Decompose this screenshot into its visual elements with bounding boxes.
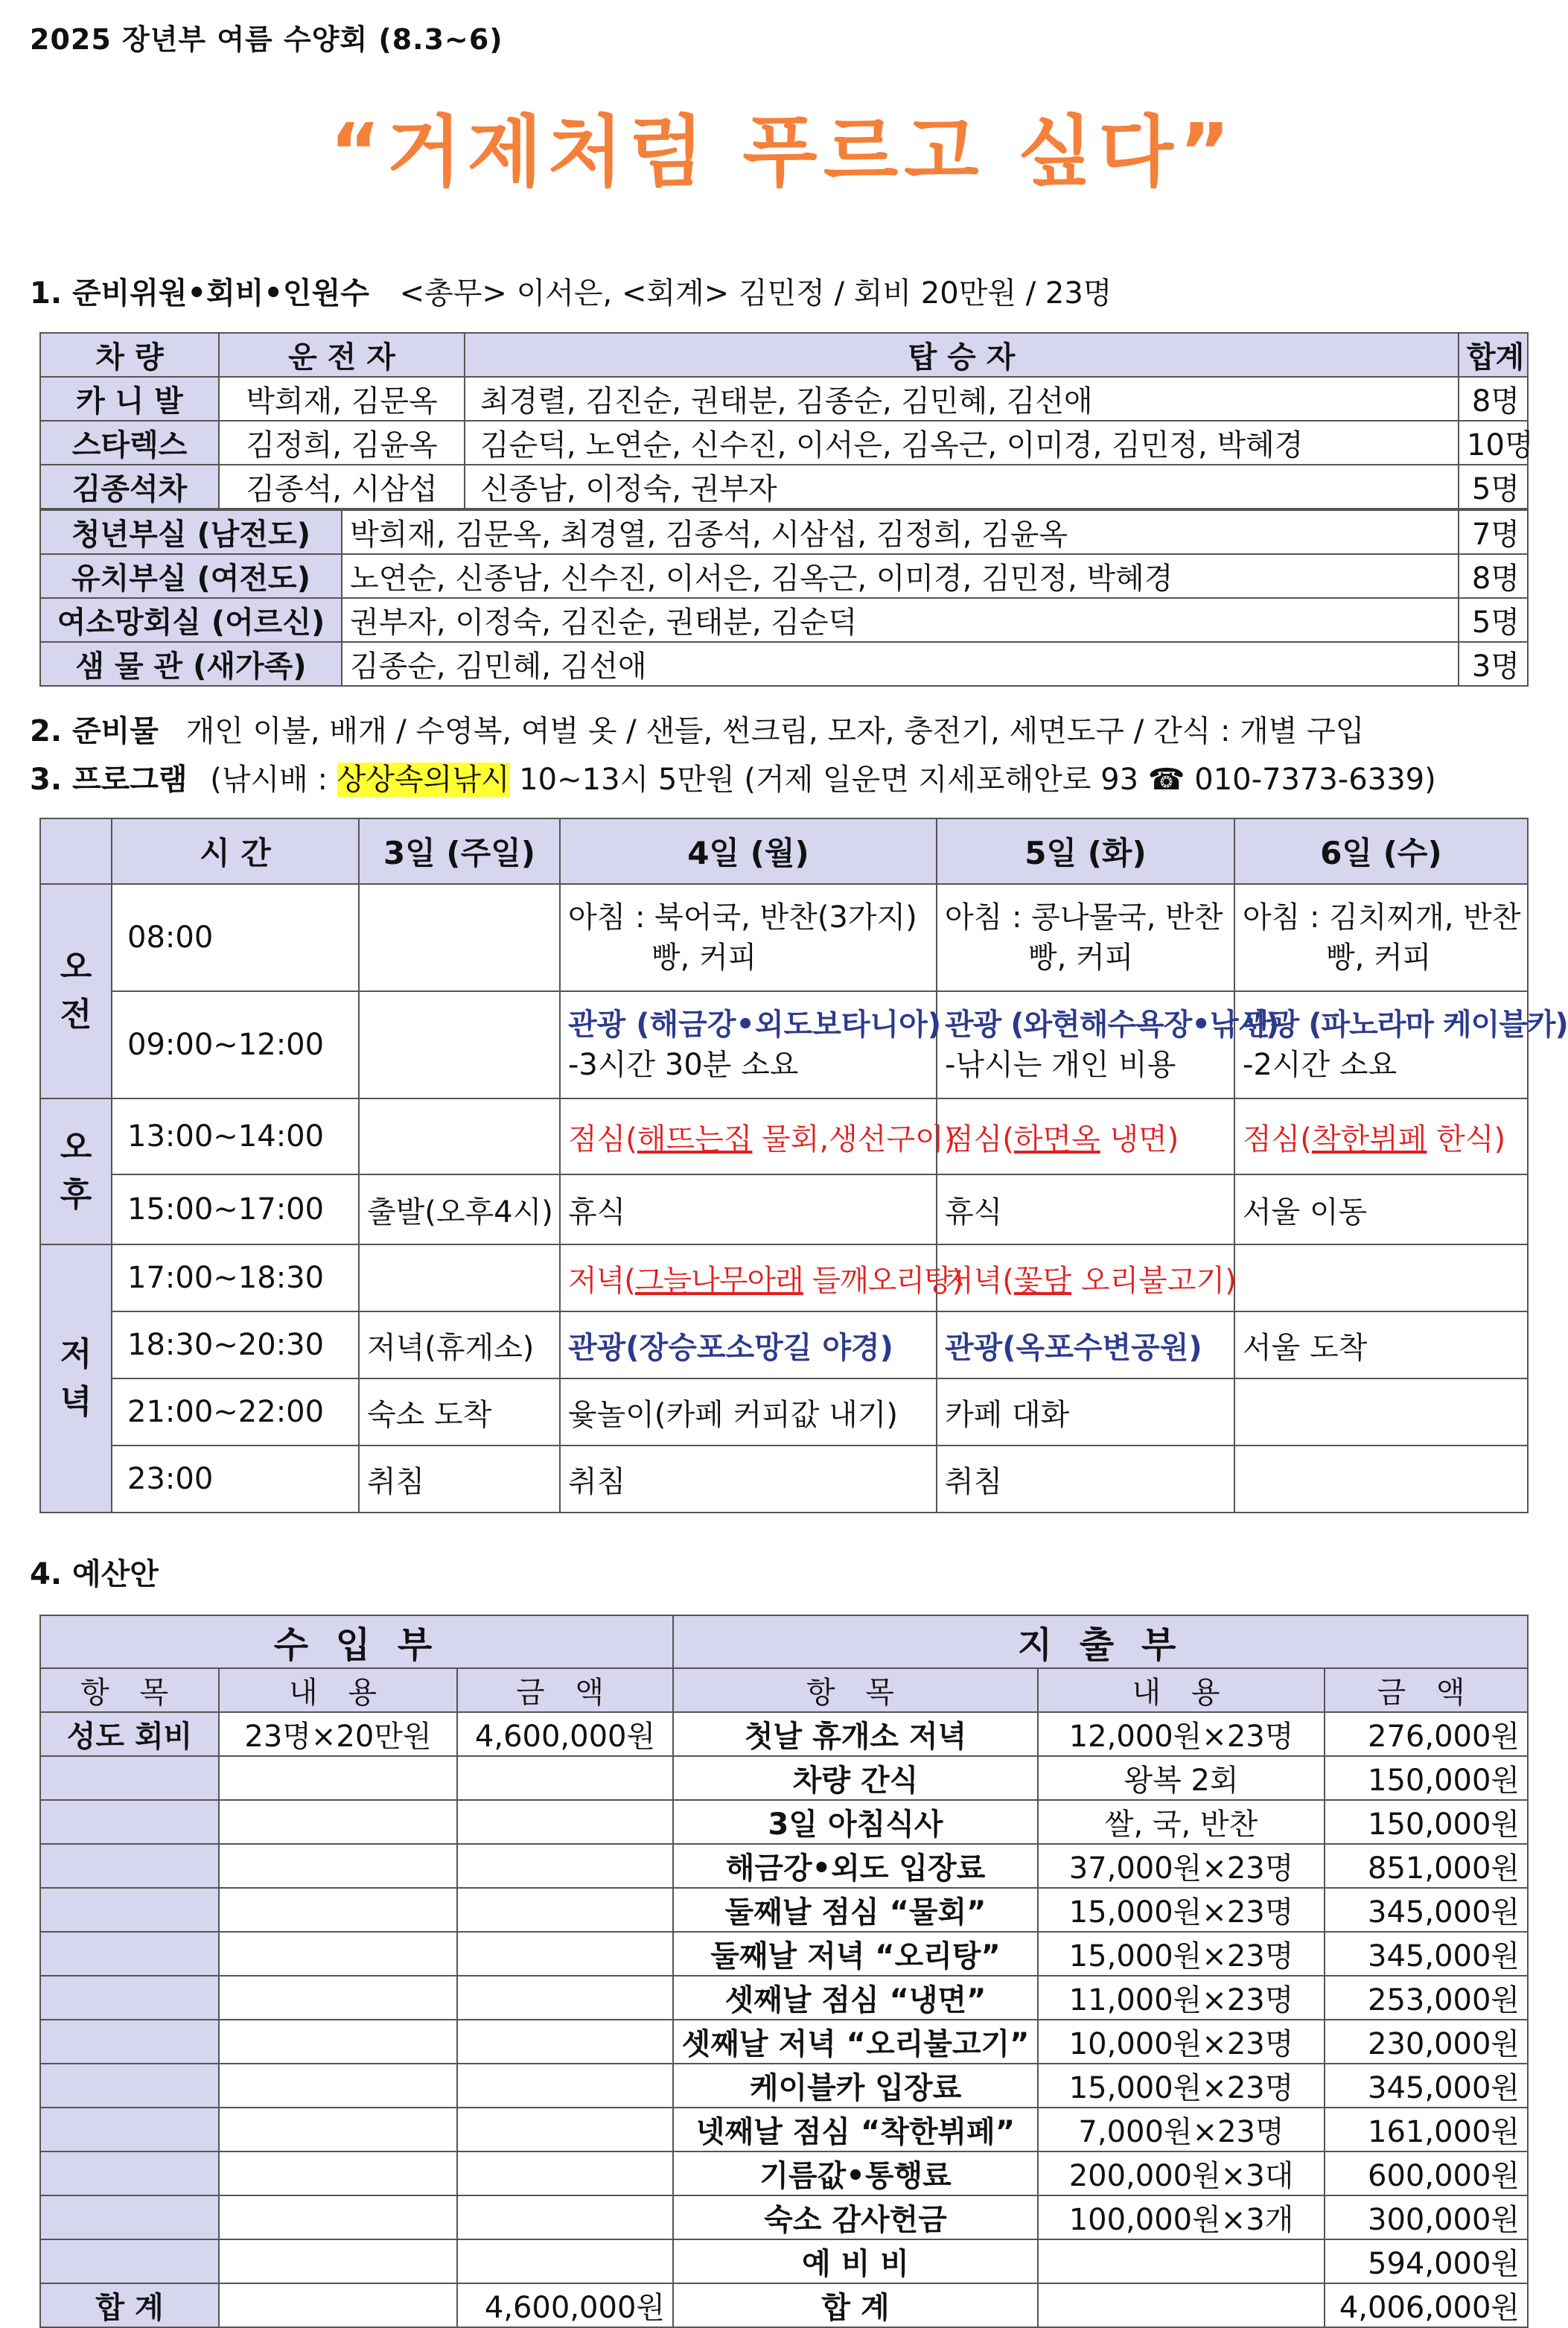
day6-cell: 서울 이동 <box>1234 1174 1528 1244</box>
day3-cell: 숙소 도착 <box>359 1378 560 1446</box>
vehicle-riders: 최경렬, 김진순, 권태분, 김종순, 김민혜, 김선애 <box>465 377 1459 421</box>
income-amount: 4,600,000원 <box>457 1712 673 1756</box>
income-detail <box>219 2064 457 2108</box>
expense-detail: 15,000원×23명 <box>1038 1932 1325 1976</box>
expense-amount: 276,000원 <box>1325 1712 1528 1756</box>
program-header-row <box>40 818 1528 884</box>
expense-item: 넷째날 점심 “착한뷔페” <box>673 2108 1038 2152</box>
program-table <box>39 818 1568 1513</box>
day4-cell: 점심(해뜨는집 물회,생선구이) <box>560 1098 937 1174</box>
driver-col-header: 운 전 자 <box>219 333 465 377</box>
expense-item: 둘째날 저녁 “오리탕” <box>673 1932 1038 1976</box>
vehicle-total: 10명 <box>1459 421 1528 465</box>
expense-detail: 200,000원×3대 <box>1038 2152 1325 2195</box>
budget-row <box>40 2152 1528 2195</box>
expense-total-amount: 4,006,000원 <box>1325 2283 1528 2327</box>
program-time: 21:00~22:00 <box>112 1378 359 1446</box>
income-amount <box>457 2064 673 2108</box>
budget-total-row <box>40 2283 1528 2327</box>
day3-cell: 취침 <box>359 1446 560 1513</box>
room-row <box>40 510 1528 554</box>
expense-detail-header: 내 용 <box>1038 1668 1325 1712</box>
vehicle-header-row <box>40 333 1528 377</box>
day4-cell: 관광(장승포소망길 야경) <box>560 1311 937 1378</box>
room-members: 노연순, 신종남, 신수진, 이서은, 김옥근, 이미경, 김민정, 박혜경 <box>342 554 1459 598</box>
day5-col-header: 5일 (화) <box>937 818 1234 884</box>
room-members: 박희재, 김문옥, 최경열, 김종석, 시삼섭, 김정희, 김윤옥 <box>342 510 1459 554</box>
income-amount <box>457 1976 673 2020</box>
program-time: 08:00 <box>112 884 359 991</box>
income-detail <box>219 2152 457 2195</box>
budget-row <box>40 2020 1528 2064</box>
vehicle-name: 카 니 발 <box>40 377 219 421</box>
vehicle-row <box>40 421 1528 465</box>
day3-cell: 저녁(휴게소) <box>359 1311 560 1378</box>
income-amount <box>457 1800 673 1844</box>
budget-row <box>40 2108 1528 2152</box>
expense-item: 케이블카 입장료 <box>673 2064 1038 2108</box>
expense-amount: 161,000원 <box>1325 2108 1528 2152</box>
program-time: 17:00~18:30 <box>112 1244 359 1311</box>
program-row <box>40 1098 1528 1174</box>
section3-heading: 3. 프로그램 <box>30 763 188 797</box>
room-name: 유치부실 (여전도) <box>40 554 342 598</box>
expense-detail: 37,000원×23명 <box>1038 1844 1325 1888</box>
expense-amount: 345,000원 <box>1325 1932 1528 1976</box>
program-row <box>40 1174 1528 1244</box>
section1-heading: 1. 준비위원•회비•인원수 <box>30 276 369 311</box>
income-item <box>40 2020 219 2064</box>
program-row <box>40 884 1528 991</box>
day4-cell: 관광 (해금강•외도보타니아) -3시간 30분 소요 <box>560 991 937 1098</box>
income-detail <box>219 1800 457 1844</box>
vehicle-total: 5명 <box>1459 465 1528 509</box>
income-amount <box>457 2152 673 2195</box>
income-item <box>40 1888 219 1932</box>
income-detail <box>219 2239 457 2283</box>
expense-item: 기름값•통행료 <box>673 2152 1038 2195</box>
budget-row <box>40 2195 1528 2239</box>
income-amount <box>457 1756 673 1800</box>
day3-cell: 출발(오후4시) <box>359 1174 560 1244</box>
expense-item: 예 비 비 <box>673 2239 1038 2283</box>
expense-detail: 왕복 2회 <box>1038 1756 1325 1800</box>
income-detail <box>219 1756 457 1800</box>
day6-cell <box>1234 1378 1528 1446</box>
program-time: 18:30~20:30 <box>112 1311 359 1378</box>
vehicle-col-header: 차 량 <box>40 333 219 377</box>
budget-subheader-row <box>40 1668 1528 1712</box>
income-item <box>40 2239 219 2283</box>
expense-item: 셋째날 점심 “냉면” <box>673 1976 1038 2020</box>
expense-amount: 345,000원 <box>1325 1888 1528 1932</box>
budget-row <box>40 1712 1528 1756</box>
section1-details: <총무> 이서은, <회계> 김민정 / 회비 20만원 / 23명 <box>399 276 1112 311</box>
day5-cell: 점심(하면옥 냉면) <box>937 1098 1234 1174</box>
day4-cell: 취침 <box>560 1446 937 1513</box>
expense-total-detail <box>1038 2283 1325 2327</box>
vehicle-drivers: 박희재, 김문옥 <box>219 377 465 421</box>
expense-amount: 230,000원 <box>1325 2020 1528 2064</box>
expense-amount: 150,000원 <box>1325 1800 1528 1844</box>
program-time: 23:00 <box>112 1446 359 1513</box>
vehicle-name: 김종석차 <box>40 465 219 509</box>
day6-cell: 서울 도착 <box>1234 1311 1528 1378</box>
income-item <box>40 2195 219 2239</box>
income-detail: 23명×20만원 <box>219 1712 457 1756</box>
day5-cell: 휴식 <box>937 1174 1234 1244</box>
fishing-details: 10~13시 5만원 (거제 일운면 지세포해안로 93 ☎ 010-7373-6339) <box>509 763 1436 797</box>
section3-line <box>30 756 1436 798</box>
budget-row <box>40 1932 1528 1976</box>
section1-line <box>30 270 1112 312</box>
period-afternoon: 오 후 <box>40 1098 112 1244</box>
day5-cell: 관광(옥포수변공원) <box>937 1311 1234 1378</box>
day6-cell: 관광 (파노라마 케이블카) -2시간 소요 <box>1234 991 1528 1098</box>
income-detail <box>219 1932 457 1976</box>
day6-cell: 아침 : 김치찌개, 반찬 빵, 커피 <box>1234 884 1528 991</box>
day3-cell <box>359 991 560 1098</box>
day6-cell: 점심(착한뷔페 한식) <box>1234 1098 1528 1174</box>
expense-item: 첫날 휴개소 저녁 <box>673 1712 1038 1756</box>
vehicle-name: 스타렉스 <box>40 421 219 465</box>
room-row <box>40 598 1528 642</box>
section4-heading: 4. 예산안 <box>30 1557 159 1591</box>
income-item <box>40 1844 219 1888</box>
income-detail <box>219 2020 457 2064</box>
budget-row <box>40 1844 1528 1888</box>
rider-col-header: 탑 승 자 <box>465 333 1459 377</box>
income-detail <box>219 1844 457 1888</box>
expense-item: 해금강•외도 입장료 <box>673 1844 1038 1888</box>
income-amount <box>457 1932 673 1976</box>
income-detail <box>219 1888 457 1932</box>
day6-cell <box>1234 1244 1528 1311</box>
program-row <box>40 1378 1528 1446</box>
income-item <box>40 2152 219 2195</box>
program-corner <box>40 818 112 884</box>
expense-amount: 150,000원 <box>1325 1756 1528 1800</box>
room-members: 김종순, 김민혜, 김선애 <box>342 642 1459 686</box>
income-item <box>40 2108 219 2152</box>
fishing-boat-name: 상상속의낚시 <box>337 763 510 797</box>
program-time: 09:00~12:00 <box>112 991 359 1098</box>
period-evening: 저 녁 <box>40 1244 112 1513</box>
expense-title: 지 출 부 <box>673 1615 1528 1668</box>
income-amount <box>457 2195 673 2239</box>
program-row <box>40 1446 1528 1513</box>
day3-col-header: 3일 (주일) <box>359 818 560 884</box>
income-amount-header: 금 액 <box>457 1668 673 1712</box>
expense-detail: 12,000원×23명 <box>1038 1712 1325 1756</box>
expense-detail <box>1038 2239 1325 2283</box>
room-total: 5명 <box>1459 598 1528 642</box>
main-title: “거제처럼 푸르고 싶다” <box>329 106 1237 197</box>
program-row <box>40 1244 1528 1311</box>
room-table <box>39 509 1529 687</box>
vehicle-drivers: 김종석, 시삼섭 <box>219 465 465 509</box>
room-total: 3명 <box>1459 642 1528 686</box>
expense-item: 숙소 감사헌금 <box>673 2195 1038 2239</box>
program-time: 13:00~14:00 <box>112 1098 359 1174</box>
expense-amount: 345,000원 <box>1325 2064 1528 2108</box>
budget-row <box>40 2064 1528 2108</box>
expense-amount: 594,000원 <box>1325 2239 1528 2283</box>
day3-cell <box>359 1098 560 1174</box>
day5-cell: 취침 <box>937 1446 1234 1513</box>
income-amount <box>457 2108 673 2152</box>
program-row <box>40 991 1528 1098</box>
income-title: 수 입 부 <box>40 1615 673 1668</box>
day4-cell: 휴식 <box>560 1174 937 1244</box>
room-total: 8명 <box>1459 554 1528 598</box>
income-item <box>40 1932 219 1976</box>
day5-cell: 카페 대화 <box>937 1378 1234 1446</box>
income-detail <box>219 2108 457 2152</box>
expense-amount: 253,000원 <box>1325 1976 1528 2020</box>
income-item <box>40 1800 219 1844</box>
fishing-prefix: (낚시배 : <box>210 763 337 797</box>
time-col-header: 시 간 <box>112 818 359 884</box>
income-total-label: 합 계 <box>40 2283 219 2327</box>
budget-row <box>40 1756 1528 1800</box>
day4-cell: 저녁(그늘나무아래 들깨오리탕) <box>560 1244 937 1311</box>
expense-amount: 851,000원 <box>1325 1844 1528 1888</box>
program-row <box>40 1311 1528 1378</box>
expense-detail: 10,000원×23명 <box>1038 2020 1325 2064</box>
vehicle-riders: 김순덕, 노연순, 신수진, 이서은, 김옥근, 이미경, 김민정, 박혜경 <box>465 421 1459 465</box>
room-name: 청년부실 (남전도) <box>40 510 342 554</box>
income-item <box>40 1756 219 1800</box>
event-header: 2025 장년부 여름 수양회 (8.3~6) <box>30 23 503 56</box>
budget-title-row <box>40 1615 1528 1668</box>
budget-table <box>39 1615 1529 2328</box>
expense-item: 차량 간식 <box>673 1756 1038 1800</box>
expense-item: 3일 아침식사 <box>673 1800 1038 1844</box>
total-col-header: 합계 <box>1459 333 1528 377</box>
day5-cell: 저녁(꽃담 오리불고기) <box>937 1244 1234 1311</box>
income-amount <box>457 1888 673 1932</box>
income-detail <box>219 1976 457 2020</box>
section2-items: 개인 이불, 배개 / 수영복, 여벌 옷 / 샌들, 썬크림, 모자, 충전기, 세면도구 / 간식 : 개별 구입 <box>185 714 1365 748</box>
section2-heading: 2. 준비물 <box>30 714 159 748</box>
day4-cell: 윷놀이(카페 커피값 내기) <box>560 1378 937 1446</box>
day6-cell <box>1234 1446 1528 1513</box>
day5-cell: 관광 (와현해수욕장•낚시) -낚시는 개인 비용 <box>937 991 1234 1098</box>
expense-item-header: 항 목 <box>673 1668 1038 1712</box>
day4-col-header: 4일 (월) <box>560 818 937 884</box>
room-total: 7명 <box>1459 510 1528 554</box>
income-item <box>40 1976 219 2020</box>
room-row <box>40 642 1528 686</box>
expense-amount: 600,000원 <box>1325 2152 1528 2195</box>
income-detail <box>219 2195 457 2239</box>
expense-detail: 11,000원×23명 <box>1038 1976 1325 2020</box>
income-amount <box>457 2239 673 2283</box>
day3-cell <box>359 884 560 991</box>
vehicle-total: 8명 <box>1459 377 1528 421</box>
expense-total-label: 합 계 <box>673 2283 1038 2327</box>
room-name: 샘 물 관 (새가족) <box>40 642 342 686</box>
day4-cell: 아침 : 북어국, 반찬(3가지) 빵, 커피 <box>560 884 937 991</box>
income-item <box>40 2064 219 2108</box>
budget-row <box>40 1888 1528 1932</box>
income-detail-header: 내 용 <box>219 1668 457 1712</box>
room-name: 여소망회실 (어르신) <box>40 598 342 642</box>
budget-row <box>40 2239 1528 2283</box>
income-total-amount: 4,600,000원 <box>457 2283 673 2327</box>
room-members: 권부자, 이정숙, 김진순, 권태분, 김순덕 <box>342 598 1459 642</box>
expense-detail: 100,000원×3개 <box>1038 2195 1325 2239</box>
expense-amount-header: 금 액 <box>1325 1668 1528 1712</box>
expense-detail: 15,000원×23명 <box>1038 1888 1325 1932</box>
day3-cell <box>359 1244 560 1311</box>
expense-item: 셋째날 저녁 “오리불고기” <box>673 2020 1038 2064</box>
income-item-header: 항 목 <box>40 1668 219 1712</box>
room-row <box>40 554 1528 598</box>
expense-detail: 쌀, 국, 반찬 <box>1038 1800 1325 1844</box>
expense-amount: 300,000원 <box>1325 2195 1528 2239</box>
program-time: 15:00~17:00 <box>112 1174 359 1244</box>
vehicle-row <box>40 465 1528 509</box>
expense-detail: 7,000원×23명 <box>1038 2108 1325 2152</box>
income-item: 성도 회비 <box>40 1712 219 1756</box>
income-amount <box>457 2020 673 2064</box>
vehicle-riders: 신종남, 이정숙, 권부자 <box>465 465 1459 509</box>
income-total-detail <box>219 2283 457 2327</box>
section4-line <box>30 1551 159 1593</box>
vehicle-table <box>39 332 1534 509</box>
expense-detail: 15,000원×23명 <box>1038 2064 1325 2108</box>
vehicle-row <box>40 377 1528 421</box>
expense-item: 둘째날 점심 “물회” <box>673 1888 1038 1932</box>
day5-cell: 아침 : 콩나물국, 반찬 빵, 커피 <box>937 884 1234 991</box>
budget-row <box>40 1800 1528 1844</box>
income-amount <box>457 1844 673 1888</box>
period-morning: 오 전 <box>40 884 112 1098</box>
day6-col-header: 6일 (수) <box>1234 818 1528 884</box>
budget-row <box>40 1976 1528 2020</box>
vehicle-drivers: 김정희, 김윤옥 <box>219 421 465 465</box>
section2-line <box>30 707 1364 750</box>
